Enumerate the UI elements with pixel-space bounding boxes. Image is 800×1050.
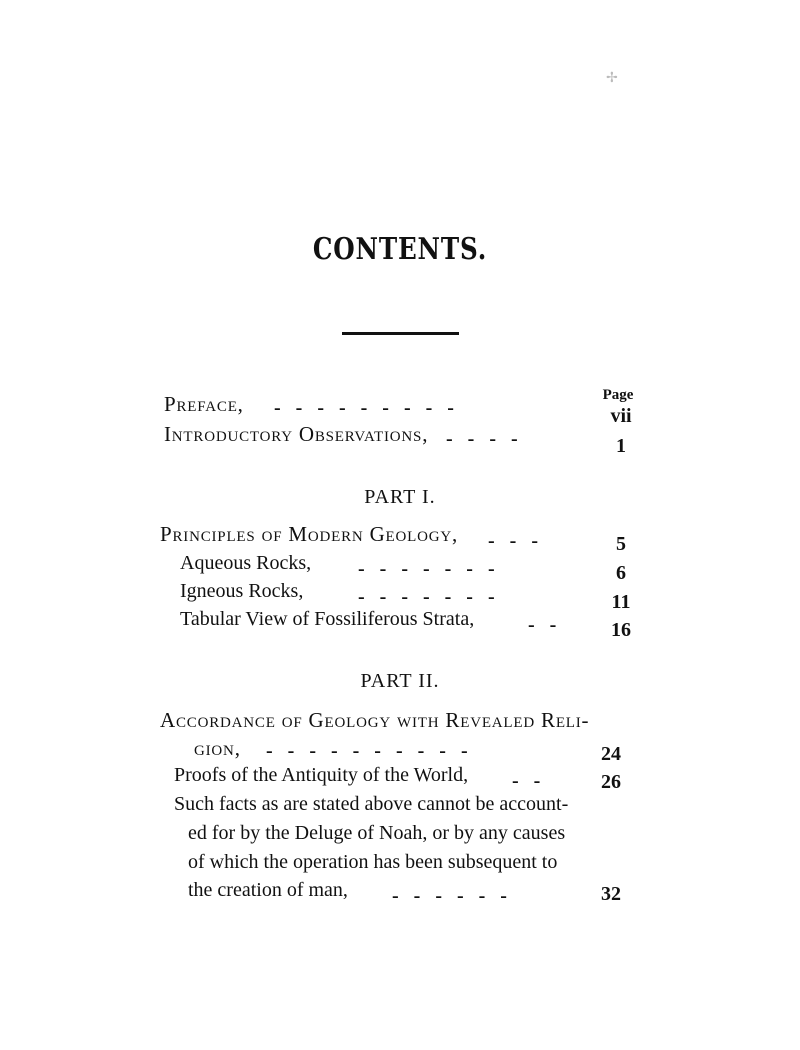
contents-title: CONTENTS. — [312, 232, 488, 267]
part-heading: PART II. — [360, 670, 440, 692]
toc-entry-principles: Principles of Modern Geology, — [160, 522, 459, 546]
page-number: 5 — [616, 533, 626, 555]
leader-dots: ---- — [446, 428, 533, 450]
part-heading: PART I. — [364, 486, 436, 508]
toc-entry-tabular-view: Tabular View of Fossiliferous Strata, — [180, 608, 475, 630]
toc-entry-aqueous: Aqueous Rocks, — [180, 552, 312, 574]
leader-dots: ------- — [358, 586, 510, 608]
page-number: 16 — [611, 619, 631, 641]
leader-dots: -- — [528, 614, 572, 636]
page-number: 1 — [616, 435, 626, 457]
leader-dots: ------ — [392, 885, 522, 907]
toc-entry-such-facts: Such facts as are stated above cannot be account- — [174, 793, 569, 815]
toc-entry-proofs: Proofs of the Antiquity of the World, — [174, 764, 469, 786]
leader-dots: ------- — [358, 558, 510, 580]
page-speck-mark: ✢ — [606, 71, 618, 86]
toc-entry-accordance-cont: gion, — [194, 736, 241, 760]
toc-entry-accordance: Accordance of Geology with Revealed Reli- — [160, 708, 590, 732]
page-column-header: Page — [602, 387, 634, 403]
title-rule — [342, 332, 459, 335]
toc-entry-such-facts-cont: of which the operation has been subsequent to — [188, 851, 558, 873]
leader-dots: ---------- — [266, 740, 483, 762]
toc-entry-such-facts-cont: ed for by the Deluge of Noah, or by any causes — [188, 822, 566, 844]
page-number: 26 — [601, 771, 621, 793]
toc-entry-introductory: Introductory Observations, — [164, 422, 429, 446]
page-number: 11 — [611, 591, 631, 613]
page-number: 6 — [616, 562, 626, 584]
leader-dots: -- — [512, 770, 556, 792]
leader-dots: --- — [488, 530, 553, 552]
page-number: 24 — [601, 743, 621, 765]
page-number: vii — [610, 405, 632, 427]
toc-entry-such-facts-cont: the creation of man, — [188, 879, 348, 901]
toc-entry-igneous: Igneous Rocks, — [180, 580, 304, 602]
toc-entry-preface: Preface, — [164, 392, 244, 416]
page-number: 32 — [601, 883, 621, 905]
leader-dots: --------- — [274, 397, 469, 419]
